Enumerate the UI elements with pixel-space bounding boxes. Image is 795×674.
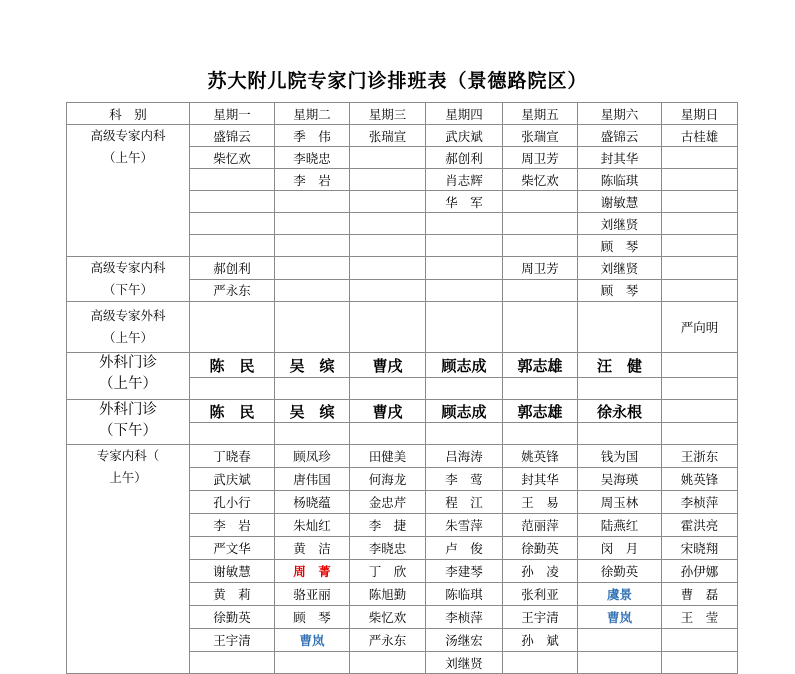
page-title: 苏大附儿院专家门诊排班表（景德路院区）	[207, 70, 588, 92]
schedule-cell	[578, 629, 662, 652]
schedule-cell: 柴忆欢	[350, 606, 426, 629]
schedule-cell: 周卫芳	[503, 257, 578, 280]
schedule-cell	[190, 302, 275, 353]
schedule-cell: 张利亚	[503, 583, 578, 606]
schedule-cell	[503, 378, 578, 400]
schedule-cell	[662, 191, 738, 213]
schedule-cell	[503, 302, 578, 353]
schedule-cell: 骆亚丽	[275, 583, 350, 606]
schedule-cell: 盛锦云	[190, 125, 275, 147]
schedule-cell: 金忠芹	[350, 491, 426, 514]
schedule-cell	[350, 213, 426, 235]
header-saturday: 星期六	[578, 103, 662, 125]
dept-label: （下午）	[102, 282, 153, 297]
schedule-cell: 肖志辉	[426, 169, 503, 191]
schedule-cell	[350, 378, 426, 400]
schedule-cell: 张瑞宣	[350, 125, 426, 147]
schedule-cell	[350, 652, 426, 674]
schedule-cell: 李桢萍	[662, 491, 738, 514]
schedule-cell: 丁晓春	[190, 445, 275, 468]
schedule-cell: 汪 健	[578, 353, 662, 378]
schedule-cell	[503, 279, 578, 302]
table-row	[67, 353, 738, 378]
schedule-cell	[662, 423, 738, 445]
schedule-cell: 吕海涛	[426, 445, 503, 468]
schedule-cell: 周卫芳	[503, 147, 578, 169]
dept-cell	[67, 353, 190, 400]
schedule-cell: 李晓忠	[350, 537, 426, 560]
schedule-cell: 卢 俊	[426, 537, 503, 560]
schedule-cell: 严永东	[190, 279, 275, 302]
schedule-cell: 刘继贤	[578, 213, 662, 235]
schedule-cell: 吴海瑛	[578, 468, 662, 491]
schedule-cell: 郝创利	[426, 147, 503, 169]
schedule-cell: 朱雪萍	[426, 514, 503, 537]
table-row	[67, 400, 738, 423]
schedule-cell	[190, 235, 275, 257]
schedule-cell: 李晓忠	[275, 147, 350, 169]
schedule-cell: 严向明	[662, 302, 738, 353]
schedule-cell	[578, 423, 662, 445]
schedule-cell: 李建琴	[426, 560, 503, 583]
dept-label: 高级专家内科	[90, 260, 166, 275]
schedule-cell: 王 易	[503, 491, 578, 514]
schedule-cell: 周玉林	[578, 491, 662, 514]
schedule-cell	[275, 652, 350, 674]
schedule-cell	[662, 378, 738, 400]
dept-label: 高级专家内科	[90, 128, 166, 143]
schedule-cell: 曹岚	[275, 629, 350, 652]
dept-label: （下午）	[99, 423, 157, 439]
schedule-cell	[503, 652, 578, 674]
schedule-table	[66, 102, 738, 674]
schedule-cell: 徐永根	[578, 400, 662, 423]
header-wednesday: 星期三	[350, 103, 426, 125]
schedule-cell: 顾志成	[426, 353, 503, 378]
schedule-cell: 封其华	[503, 468, 578, 491]
schedule-cell: 黄 洁	[275, 537, 350, 560]
table-row	[67, 445, 738, 468]
schedule-cell	[190, 652, 275, 674]
schedule-cell	[503, 235, 578, 257]
header-monday: 星期一	[190, 103, 275, 125]
schedule-cell: 程 江	[426, 491, 503, 514]
schedule-cell: 陈临琪	[426, 583, 503, 606]
schedule-cell: 武庆斌	[190, 468, 275, 491]
dept-label: （上午）	[99, 376, 157, 392]
schedule-cell: 姚英锋	[662, 468, 738, 491]
schedule-cell: 曹岚	[578, 606, 662, 629]
schedule-cell: 霍洪亮	[662, 514, 738, 537]
schedule-cell	[275, 257, 350, 280]
schedule-cell: 严文华	[190, 537, 275, 560]
schedule-cell: 古桂雄	[662, 125, 738, 147]
schedule-cell	[426, 279, 503, 302]
schedule-cell	[190, 213, 275, 235]
schedule-cell: 王浙东	[662, 445, 738, 468]
schedule-cell: 朱灿红	[275, 514, 350, 537]
schedule-cell: 徐勤英	[578, 560, 662, 583]
schedule-cell: 徐勤英	[503, 537, 578, 560]
schedule-cell	[350, 191, 426, 213]
schedule-cell	[503, 191, 578, 213]
schedule-cell: 汤继宏	[426, 629, 503, 652]
schedule-cell	[350, 279, 426, 302]
schedule-cell: 陈 民	[190, 400, 275, 423]
schedule-cell: 杨晓蕴	[275, 491, 350, 514]
dept-label: 高级专家外科	[90, 308, 166, 323]
schedule-cell: 李 岩	[275, 169, 350, 191]
header-thursday: 星期四	[426, 103, 503, 125]
schedule-cell	[190, 423, 275, 445]
schedule-cell	[350, 235, 426, 257]
schedule-cell	[426, 423, 503, 445]
schedule-cell: 顾 琴	[275, 606, 350, 629]
schedule-cell: 武庆斌	[426, 125, 503, 147]
dept-cell	[67, 445, 190, 674]
header-friday: 星期五	[503, 103, 578, 125]
schedule-cell	[662, 257, 738, 280]
schedule-cell: 钱为国	[578, 445, 662, 468]
schedule-cell	[190, 169, 275, 191]
dept-cell	[67, 257, 190, 302]
dept-cell	[67, 302, 190, 353]
schedule-cell	[503, 213, 578, 235]
schedule-cell: 陈临琪	[578, 169, 662, 191]
schedule-cell: 季 伟	[275, 125, 350, 147]
schedule-cell: 李桢萍	[426, 606, 503, 629]
schedule-cell	[662, 235, 738, 257]
schedule-cell	[275, 191, 350, 213]
header-row	[67, 103, 738, 125]
schedule-cell: 唐伟国	[275, 468, 350, 491]
schedule-cell: 周 菁	[275, 560, 350, 583]
schedule-cell: 李 岩	[190, 514, 275, 537]
schedule-cell: 闵 月	[578, 537, 662, 560]
schedule-cell: 曹戌	[350, 353, 426, 378]
schedule-cell	[350, 169, 426, 191]
dept-cell	[67, 125, 190, 257]
schedule-cell: 王宇清	[503, 606, 578, 629]
schedule-cell	[578, 652, 662, 674]
schedule-cell: 何海龙	[350, 468, 426, 491]
schedule-cell: 曹戌	[350, 400, 426, 423]
schedule-cell	[662, 147, 738, 169]
schedule-cell: 严永东	[350, 629, 426, 652]
schedule-cell	[426, 213, 503, 235]
schedule-cell: 刘继贤	[426, 652, 503, 674]
dept-cell	[67, 400, 190, 445]
schedule-cell	[662, 629, 738, 652]
schedule-cell: 陈旭勤	[350, 583, 426, 606]
schedule-cell: 吴 缤	[275, 353, 350, 378]
schedule-cell	[350, 423, 426, 445]
schedule-cell	[426, 257, 503, 280]
schedule-cell: 孙伊娜	[662, 560, 738, 583]
schedule-cell	[275, 302, 350, 353]
schedule-cell: 谢敏慧	[578, 191, 662, 213]
schedule-cell: 顾 琴	[578, 235, 662, 257]
schedule-cell: 姚英锋	[503, 445, 578, 468]
header-dept: 科 别	[67, 103, 190, 125]
schedule-cell	[275, 235, 350, 257]
schedule-cell	[426, 235, 503, 257]
schedule-cell: 顾志成	[426, 400, 503, 423]
schedule-cell: 虞景	[578, 583, 662, 606]
schedule-cell	[190, 378, 275, 400]
schedule-cell	[350, 147, 426, 169]
schedule-cell	[662, 400, 738, 423]
schedule-cell: 刘继贤	[578, 257, 662, 280]
schedule-cell	[662, 213, 738, 235]
schedule-cell: 李 莺	[426, 468, 503, 491]
header-sunday: 星期日	[662, 103, 738, 125]
schedule-cell	[662, 169, 738, 191]
schedule-cell: 柴忆欢	[503, 169, 578, 191]
dept-label: 外科门诊	[99, 355, 157, 371]
schedule-cell: 田健美	[350, 445, 426, 468]
schedule-cell	[578, 378, 662, 400]
schedule-cell	[662, 353, 738, 378]
schedule-cell: 陆燕红	[578, 514, 662, 537]
schedule-cell	[426, 302, 503, 353]
table-row	[67, 257, 738, 280]
schedule-cell: 郭志雄	[503, 400, 578, 423]
schedule-cell: 孙 斌	[503, 629, 578, 652]
schedule-cell: 范丽萍	[503, 514, 578, 537]
schedule-cell: 孙 凌	[503, 560, 578, 583]
schedule-cell: 华 军	[426, 191, 503, 213]
dept-label: （上午）	[102, 330, 153, 345]
schedule-cell	[503, 423, 578, 445]
table-row	[67, 125, 738, 147]
schedule-cell: 封其华	[578, 147, 662, 169]
schedule-cell: 谢敏慧	[190, 560, 275, 583]
header-tuesday: 星期二	[275, 103, 350, 125]
schedule-cell: 黄 莉	[190, 583, 275, 606]
schedule-cell: 顾凤珍	[275, 445, 350, 468]
schedule-cell: 郭志雄	[503, 353, 578, 378]
schedule-cell	[275, 279, 350, 302]
schedule-cell: 徐勤英	[190, 606, 275, 629]
schedule-cell: 盛锦云	[578, 125, 662, 147]
table-row	[67, 302, 738, 353]
schedule-cell	[426, 378, 503, 400]
schedule-cell: 顾 琴	[578, 279, 662, 302]
schedule-cell: 张瑞宣	[503, 125, 578, 147]
schedule-cell: 曹 磊	[662, 583, 738, 606]
schedule-cell: 李 捷	[350, 514, 426, 537]
schedule-cell: 孔小行	[190, 491, 275, 514]
dept-label: （上午）	[102, 150, 153, 165]
schedule-cell	[350, 257, 426, 280]
dept-label: 专家内科（	[96, 448, 160, 463]
schedule-cell: 吴 缤	[275, 400, 350, 423]
schedule-cell	[190, 191, 275, 213]
schedule-cell	[662, 652, 738, 674]
schedule-cell	[662, 279, 738, 302]
schedule-cell: 柴忆欢	[190, 147, 275, 169]
dept-label: 上午）	[109, 470, 147, 485]
schedule-cell: 陈 民	[190, 353, 275, 378]
schedule-cell: 宋晓翔	[662, 537, 738, 560]
schedule-cell	[275, 213, 350, 235]
schedule-cell	[275, 423, 350, 445]
schedule-cell: 郝创利	[190, 257, 275, 280]
schedule-cell	[578, 302, 662, 353]
schedule-cell	[275, 378, 350, 400]
schedule-cell: 丁 欣	[350, 560, 426, 583]
schedule-cell: 王宇清	[190, 629, 275, 652]
schedule-cell: 王 莹	[662, 606, 738, 629]
schedule-cell	[350, 302, 426, 353]
dept-label: 外科门诊	[99, 402, 157, 418]
